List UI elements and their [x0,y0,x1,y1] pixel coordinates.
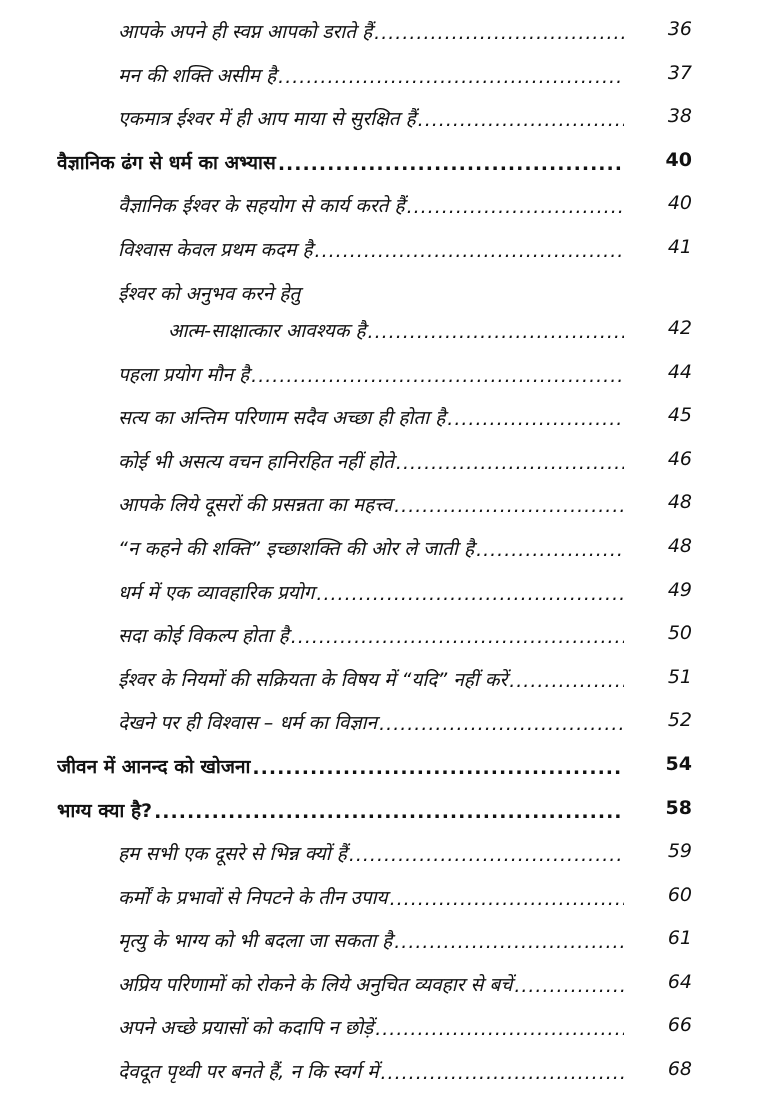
toc-title: धर्म में एक व्यावहारिक प्रयोग [118,581,315,604]
dot-leader [514,975,624,997]
page-number: 42 [667,316,692,339]
toc-chapter-title: भाग्य क्या है? [57,799,153,822]
toc-title: अप्रिय परिणामों को रोकने के लिये अनुचित व्यवहार से बचें [118,973,513,996]
toc-row [0,438,780,482]
dot-leader [316,583,624,605]
toc-title-line2: आत्म-साक्षात्कार आवश्यक है [168,319,366,342]
toc-entry [118,666,624,692]
toc-entry [118,927,624,953]
toc-chapter-row [0,787,780,831]
toc-row [0,95,780,139]
page-number: 41 [667,235,692,258]
toc-entry [118,105,624,131]
page-number: 61 [667,927,692,950]
toc-entry [118,361,624,387]
toc-row [0,52,780,96]
dot-leader [447,408,624,430]
toc-title: देखने पर ही विश्वास – धर्म का विज्ञान [118,712,378,735]
toc-row [0,917,780,961]
toc-title: कोई भी असत्य वचन हानिरहित नहीं होते [118,450,394,473]
toc-title: मृत्यु के भाग्य को भी बदला जा सकता है [118,930,393,953]
page-number: 44 [667,360,692,383]
dot-leader [252,757,623,779]
toc-title: ईश्वर के नियमों की सक्रियता के विषय में “यदि” नहीं करें [118,668,508,691]
toc-title: हम सभी एक दूसरे से भिन्न क्यों हैं [118,843,347,866]
toc-row [0,656,780,700]
toc-entry [168,317,624,343]
toc-title: “न कहने की शक्ति” इच्छाशक्ति की ओर ले जाती है [118,537,475,560]
page-number: 50 [667,622,692,645]
dot-leader [394,495,624,517]
toc-row [0,961,780,1005]
toc-chapter-entry [57,797,623,823]
page-number: 45 [667,404,692,427]
dot-leader [349,844,624,866]
toc-chapter-entry [57,753,623,779]
dot-leader [278,66,624,88]
toc-entry [118,491,624,517]
toc-entry [118,535,624,561]
dot-leader [381,1062,625,1084]
dot-leader [315,240,624,262]
toc-row [0,1004,780,1048]
toc-title: पहला प्रयोग मौन है [118,363,250,386]
toc-row [0,351,780,395]
dot-leader [154,801,623,823]
toc-row [0,394,780,438]
page-number: 48 [667,491,692,514]
toc-row [0,699,780,743]
toc-entry [118,579,624,605]
toc-row [0,830,780,874]
toc-entry [118,884,624,910]
toc-title-line1: ईश्वर को अनुभव करने हेतु [118,282,301,305]
page-number: 66 [667,1014,692,1037]
page-number: 38 [667,105,692,128]
page-number: 48 [667,534,692,557]
toc-title: कर्मों के प्रभावों से निपटने के तीन उपाय [118,886,388,909]
toc-title: सदा कोई विकल्प होता है [118,625,289,648]
toc-entry [118,62,624,88]
toc-chapter-title: वैज्ञानिक ढंग से धर्म का अभ्यास [57,151,276,174]
page-number: 68 [667,1058,692,1081]
toc-chapter-row [0,139,780,183]
toc-title: सत्य का अन्तिम परिणाम सदैव अच्छा ही होता है [118,407,446,430]
toc-entry [118,404,624,430]
toc-title: एकमात्र ईश्वर में ही आप माया से सुरक्षित हैं [118,108,416,131]
toc-entry [118,192,624,218]
page-number: 40 [667,192,692,215]
toc-title: अपने अच्छे प्रयासों को कदापि न छोड़ें [118,1017,374,1040]
toc-row [0,874,780,918]
page-number: 60 [667,883,692,906]
page-number: 51 [667,665,692,688]
toc-chapter-row [0,743,780,787]
toc-entry [118,840,624,866]
toc-entry [118,1014,624,1040]
dot-leader [509,670,624,692]
toc-row [0,182,780,226]
dot-leader [396,452,624,474]
dot-leader [368,321,624,343]
dot-leader [394,931,624,953]
page-number: 59 [667,840,692,863]
toc-entry [118,622,624,648]
toc-chapter-entry [57,149,623,175]
table-of-contents [0,8,780,1092]
page-number: 58 [665,796,692,819]
page-number: 52 [667,709,692,732]
dot-leader [251,365,624,387]
page-number: 37 [667,61,692,84]
toc-entry [118,236,624,262]
page-number: 54 [665,752,692,775]
toc-row-two-line [0,270,780,351]
toc-row [0,481,780,525]
toc-row [0,8,780,52]
dot-leader [375,1018,624,1040]
toc-entry [118,1058,624,1084]
dot-leader [374,22,624,44]
toc-row [0,226,780,270]
toc-entry [118,709,624,735]
toc-row [0,525,780,569]
toc-title: विश्वास केवल प्रथम कदम है [118,238,313,261]
toc-row [0,569,780,613]
toc-chapter-title: जीवन में आनन्द को खोजना [57,755,251,778]
dot-leader [291,626,624,648]
toc-entry [118,448,624,474]
dot-leader [390,888,624,910]
page-number: 46 [667,447,692,470]
page-number: 36 [667,18,692,40]
toc-title: आपके लिये दूसरों की प्रसन्नता का महत्त्व [118,494,393,517]
dot-leader [379,713,624,735]
toc-title: मन की शक्ति असीम है [118,64,277,87]
dot-leader [278,153,623,175]
page-number: 49 [667,578,692,601]
page-number: 40 [665,148,692,171]
toc-row [0,612,780,656]
toc-title: देवदूत पृथ्वी पर बनते हैं, न कि स्वर्ग में [118,1061,379,1084]
toc-title: आपके अपने ही स्वप्न आपको डराते हैं [118,21,373,43]
toc-row [0,1048,780,1092]
dot-leader [476,539,624,561]
toc-entry [118,18,624,44]
dot-leader [418,109,624,131]
toc-entry [118,971,624,997]
toc-title: वैज्ञानिक ईश्वर के सहयोग से कार्य करते हैं [118,195,405,218]
dot-leader [407,196,624,218]
page-number: 64 [667,970,692,993]
